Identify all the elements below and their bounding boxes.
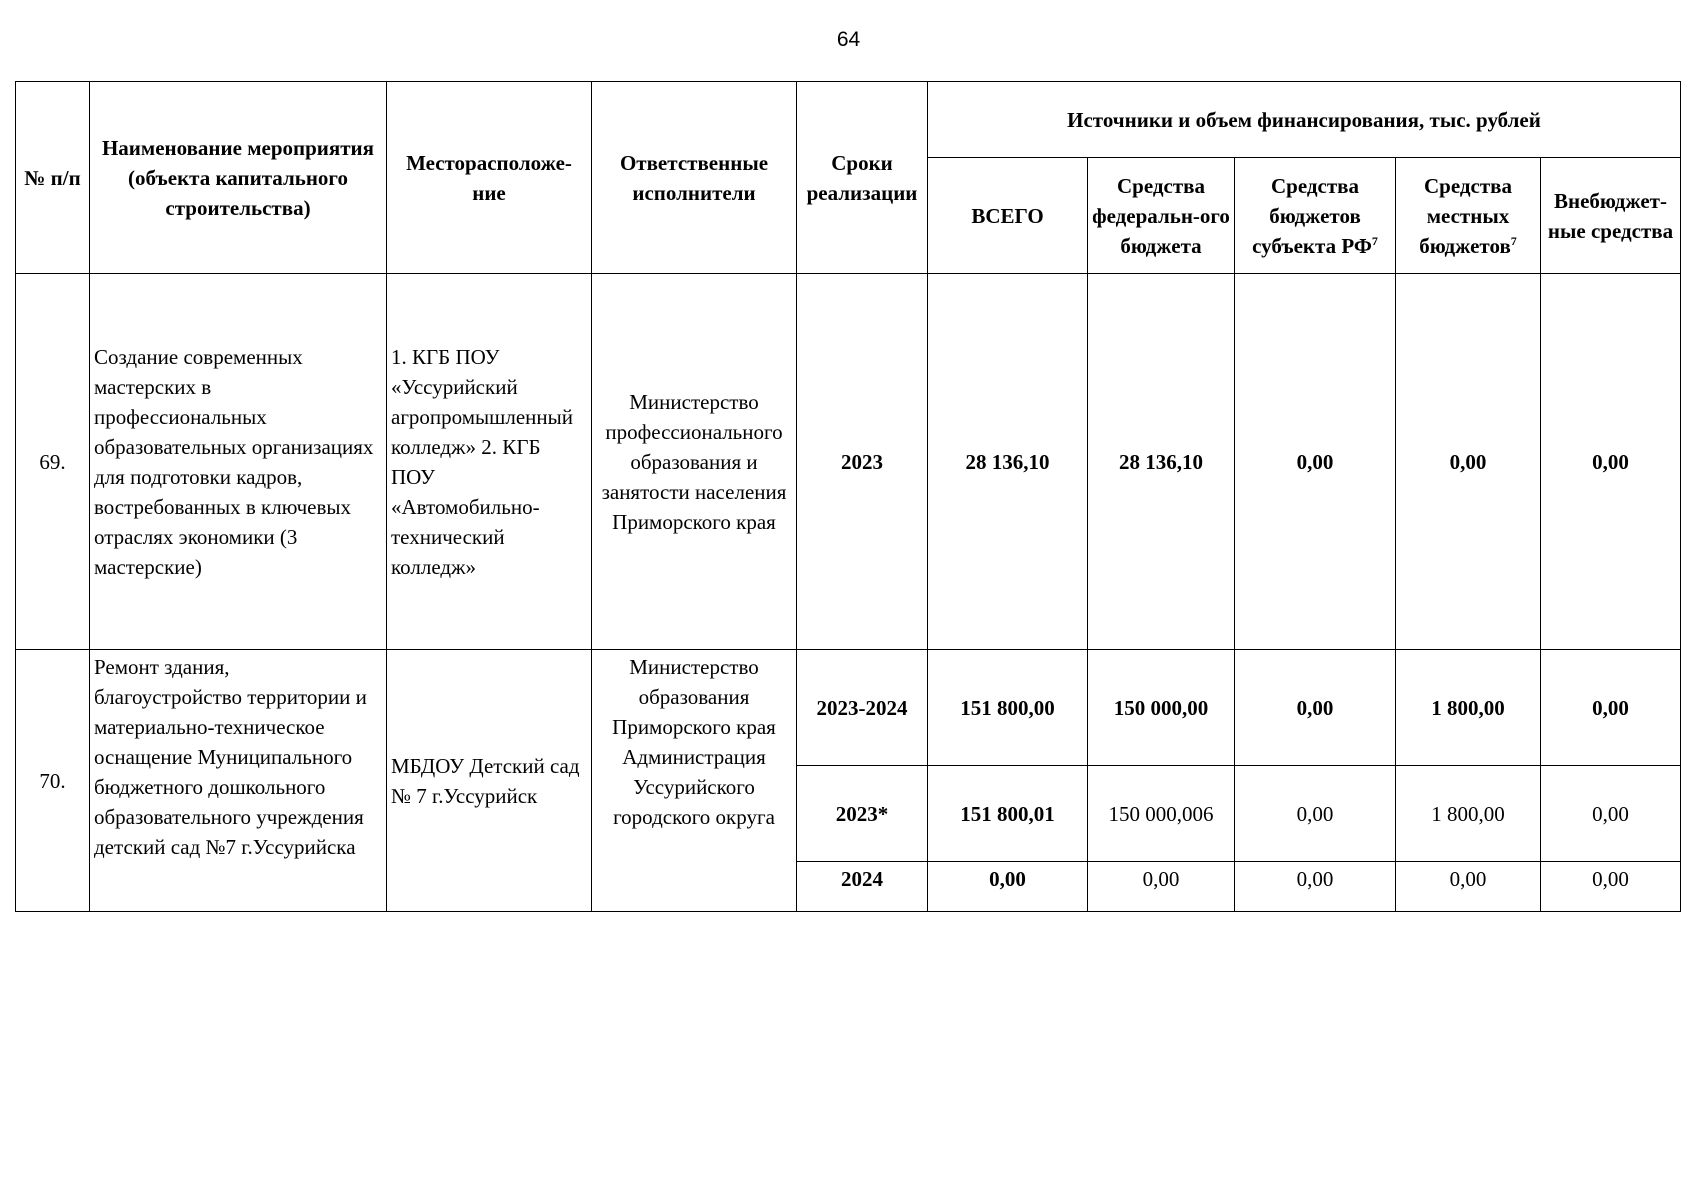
header-name: Наименование мероприятия (объекта капитального строительства): [90, 82, 387, 274]
row-name: Создание современных мастерских в профессиональных образовательных организациях для подготовки кадров, востребованных в ключевых отраслях экономики (3 мастерские): [90, 274, 387, 650]
header-num: № п/п: [16, 82, 90, 274]
row-total: 28 136,10: [928, 274, 1088, 650]
header-local-footnote: 7: [1510, 233, 1517, 248]
row-subject: 0,00: [1235, 862, 1396, 912]
row-term: 2023-2024: [797, 650, 928, 766]
row-executors: Министерство образования Приморского края Администрация Уссурийского городского округа: [592, 650, 797, 912]
row-term: 2023: [797, 274, 928, 650]
row-federal: 28 136,10: [1088, 274, 1235, 650]
header-subject-text: Средства бюджетов субъекта РФ: [1252, 173, 1372, 258]
row-local: 1 800,00: [1396, 650, 1541, 766]
row-extra: 0,00: [1541, 862, 1681, 912]
header-subject: [1235, 158, 1396, 274]
table-row: [16, 650, 1681, 766]
row-extra: 0,00: [1541, 274, 1681, 650]
row-local: 0,00: [1396, 274, 1541, 650]
row-term: 2023*: [797, 766, 928, 862]
header-extra: Внебюджет-ные средства: [1541, 158, 1681, 274]
header-row: [16, 82, 1681, 158]
financing-table: [15, 81, 1681, 912]
table-row: [16, 274, 1681, 650]
row-local: 0,00: [1396, 862, 1541, 912]
header-executors: Ответственные исполнители: [592, 82, 797, 274]
row-federal: 150 000,006: [1088, 766, 1235, 862]
page-number: 64: [836, 28, 861, 51]
header-local-text: Средства местных бюджетов: [1419, 173, 1512, 258]
row-extra: 0,00: [1541, 650, 1681, 766]
header-terms: Сроки реализации: [797, 82, 928, 274]
row-total: 151 800,01: [928, 766, 1088, 862]
row-federal: 150 000,00: [1088, 650, 1235, 766]
row-total: 151 800,00: [928, 650, 1088, 766]
row-federal: 0,00: [1088, 862, 1235, 912]
header-federal: Средства федеральн-ого бюджета: [1088, 158, 1235, 274]
row-name: Ремонт здания, благоустройство территории и материально-техническое оснащение Муниципального бюджетного дошкольного образовательного учреждения детский сад №7 г.Уссурийска: [90, 650, 387, 912]
row-term: 2024: [797, 862, 928, 912]
header-location: Месторасположе-ние: [387, 82, 592, 274]
header-total: ВСЕГО: [928, 158, 1088, 274]
row-location: МБДОУ Детский сад № 7 г.Уссурийск: [387, 650, 592, 912]
header-local: [1396, 158, 1541, 274]
row-local: 1 800,00: [1396, 766, 1541, 862]
row-num: 70.: [16, 650, 90, 912]
row-subject: 0,00: [1235, 650, 1396, 766]
row-num: 69.: [16, 274, 90, 650]
row-executors: Министерство профессионального образования и занятости населения Приморского края: [592, 274, 797, 650]
row-location: 1. КГБ ПОУ «Уссурийский агропромышленный колледж» 2. КГБ ПОУ «Автомобильно-технический колледж»: [387, 274, 592, 650]
header-subject-footnote: 7: [1371, 233, 1378, 248]
row-subject: 0,00: [1235, 274, 1396, 650]
header-funding-group: Источники и объем финансирования, тыс. рублей: [928, 82, 1681, 158]
row-total: 0,00: [928, 862, 1088, 912]
row-subject: 0,00: [1235, 766, 1396, 862]
row-extra: 0,00: [1541, 766, 1681, 862]
